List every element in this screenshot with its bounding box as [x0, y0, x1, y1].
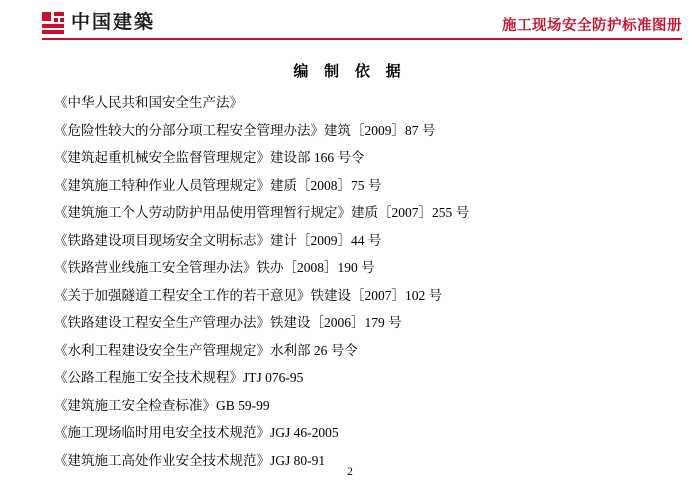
header-title: 施工现场安全防护标准图册: [502, 18, 682, 34]
list-item: 《建筑施工高处作业安全技术规范》JGJ 80-91: [54, 452, 326, 468]
list-item: 《建筑施工安全检查标准》GB 59-99: [54, 397, 270, 413]
brand-name: 中国建築: [71, 12, 156, 33]
list-item: 《建筑起重机械安全监督管理规定》建设部 166 号令: [54, 150, 365, 165]
list-item: 《关于加强隧道工程安全工作的若干意见》铁建设［2007］102 号: [54, 287, 443, 303]
page-header: [0, 0, 700, 46]
page-title: 编 制 依 据: [293, 64, 407, 80]
list-item: 《中华人民共和国安全生产法》: [54, 95, 243, 110]
red-blocks-logo-icon: [42, 12, 64, 34]
list-item: 《公路工程施工安全技术规程》JTJ 076-95: [54, 370, 304, 385]
list-item: 《铁路建设工程安全生产管理办法》铁建设［2006］179 号: [54, 315, 402, 330]
list-item: 《水利工程建设安全生产管理规定》水利部 26 号令: [54, 342, 358, 358]
page-number: 2: [347, 466, 353, 478]
list-item: 《建筑施工特种作业人员管理规定》建质［2008］75 号: [54, 177, 382, 193]
list-item: 《铁路营业线施工安全管理办法》铁办［2008］190 号: [54, 260, 375, 275]
list-item: 《施工现场临时用电安全技术规范》JGJ 46-2005: [54, 425, 339, 440]
header-divider: [42, 38, 682, 40]
list-item: 《铁路建设项目现场安全文明标志》建计［2009］44 号: [54, 232, 382, 248]
brand: [42, 12, 155, 34]
list-item: 《建筑施工个人劳动防护用品使用管理暂行规定》建质［2007］255 号: [54, 205, 470, 220]
reference-list: [0, 89, 700, 474]
list-item: 《危险性较大的分部分项工程安全管理办法》建筑［2009］87 号: [54, 122, 436, 138]
